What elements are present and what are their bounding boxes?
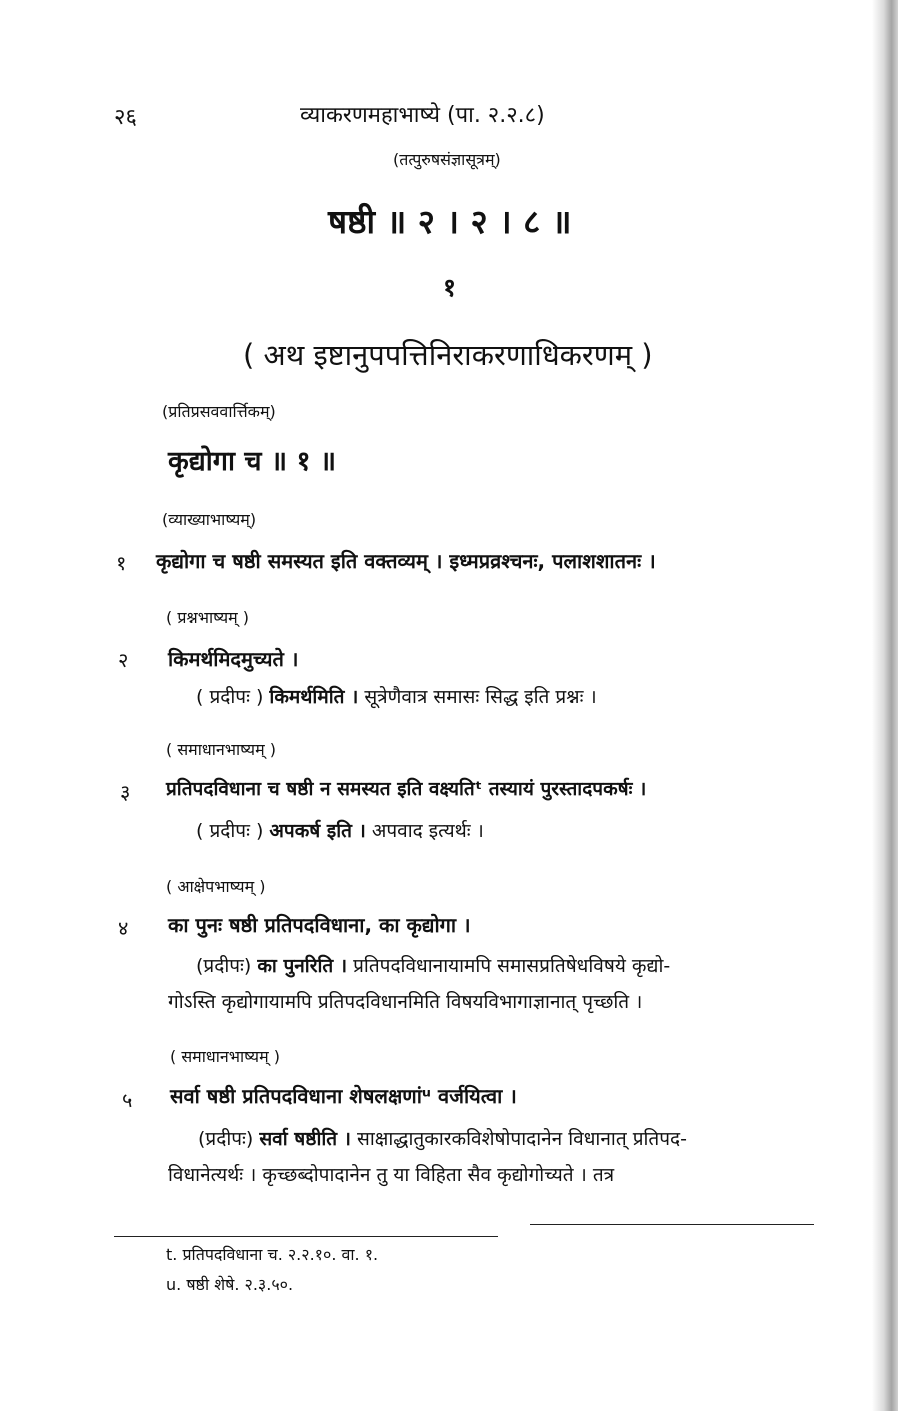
pradipa-line	[196, 952, 670, 978]
bhashya-label: ( आक्षेपभाष्यम् )	[166, 877, 266, 896]
pradipa-gloss: प्रतिपदविधानायामपि समासप्रतिषेधविषये कृद्यो-	[353, 955, 671, 977]
footnote: t. प्रतिपदविधाना च. २.२.१०. वा. १.	[166, 1245, 379, 1264]
pradipa-gloss: सूत्रेणैवात्र समासः सिद्ध इति प्रश्नः ।	[364, 686, 597, 708]
paragraph-number: ५	[122, 1088, 133, 1112]
pradipa-lemma: किमर्थमिति ।	[269, 686, 359, 708]
paragraph-number: १	[116, 551, 127, 575]
pradipa-line	[196, 683, 597, 709]
pradipa-continuation: विधानेत्यर्थः । कृच्छब्दोपादानेन तु या विहिता सैव कृद्योगोच्यते । तत्र	[168, 1164, 615, 1186]
pradipa-line	[196, 817, 484, 843]
footnote-rule	[114, 1236, 498, 1237]
paragraph-number: ३	[120, 780, 131, 804]
bhashya-label: ( समाधानभाष्यम् )	[166, 740, 276, 759]
pradipa-lemma: सर्वा षष्ठीति ।	[259, 1128, 351, 1150]
page-edge-shadow	[872, 0, 898, 1411]
bhashya-label: ( प्रश्नभाष्यम् )	[166, 608, 249, 627]
running-head: व्याकरणमहाभाष्ये (पा. २.२.८)	[300, 103, 545, 128]
pradipa-continuation: गोऽस्ति कृद्योगायामपि प्रतिपदविधानमिति विषयविभागाज्ञानात् पृच्छति ।	[168, 991, 643, 1013]
pradipa-tag: (प्रदीपः)	[198, 1128, 254, 1150]
adhikarana-heading: ( अथ इष्टानुपपत्तिनिराकरणाधिकरणम् )	[243, 338, 653, 372]
bhashya-text: सर्वा षष्ठी प्रतिपदविधाना शेषलक्षणांᵘ वर्जयित्वा ।	[170, 1084, 517, 1108]
pradipa-tag: (प्रदीपः)	[196, 955, 252, 977]
bhashya-text: का पुनः षष्ठी प्रतिपदविधाना, का कृद्योगा ।	[168, 913, 471, 937]
pradipa-tag: ( प्रदीपः )	[196, 686, 264, 708]
vartika-text: कृद्योगा च ॥ १ ॥	[168, 446, 337, 477]
footnote-rule	[530, 1224, 814, 1225]
pradipa-gloss: साक्षाद्धातुकारकविशेषोपादानेन विधानात् प्रतिपद-	[356, 1128, 687, 1150]
pradipa-gloss: अपवाद इत्यर्थः ।	[371, 820, 484, 842]
pradipa-lemma: का पुनरिति ।	[257, 955, 348, 977]
bhashya-text: कृद्योगा च षष्ठी समस्यत इति वक्तव्यम् । इध्मप्रव्रश्चनः, पलाशशातनः ।	[156, 549, 656, 573]
sutra-label: (तत्पुरुषसंज्ञासूत्रम्)	[393, 150, 501, 169]
pradipa-line	[198, 1125, 687, 1151]
bhashya-text: प्रतिपदविधाना च षष्ठी न समस्यत इति वक्ष्यतिᵗ तस्यायं पुरस्तादपकर्षः ।	[166, 778, 647, 800]
vartika-label: (प्रतिप्रसववार्त्तिकम्)	[162, 402, 276, 421]
sutra-heading: षष्ठी ॥ २ । २ । ८ ॥	[328, 202, 572, 241]
bhashya-label: (व्याख्याभाष्यम्)	[162, 510, 257, 529]
footnote: u. षष्ठी शेषे. २.३.५०.	[166, 1275, 294, 1294]
bhashya-text: किमर्थमिदमुच्यते ।	[168, 647, 299, 671]
pradipa-tag: ( प्रदीपः )	[196, 820, 264, 842]
paragraph-number: २	[118, 648, 129, 672]
bhashya-label: ( समाधानभाष्यम् )	[170, 1047, 280, 1066]
pradipa-lemma: अपकर्ष इति ।	[269, 820, 366, 842]
page-number: २६	[114, 105, 137, 130]
section-number: १	[443, 273, 457, 302]
paragraph-number: ४	[118, 916, 129, 940]
